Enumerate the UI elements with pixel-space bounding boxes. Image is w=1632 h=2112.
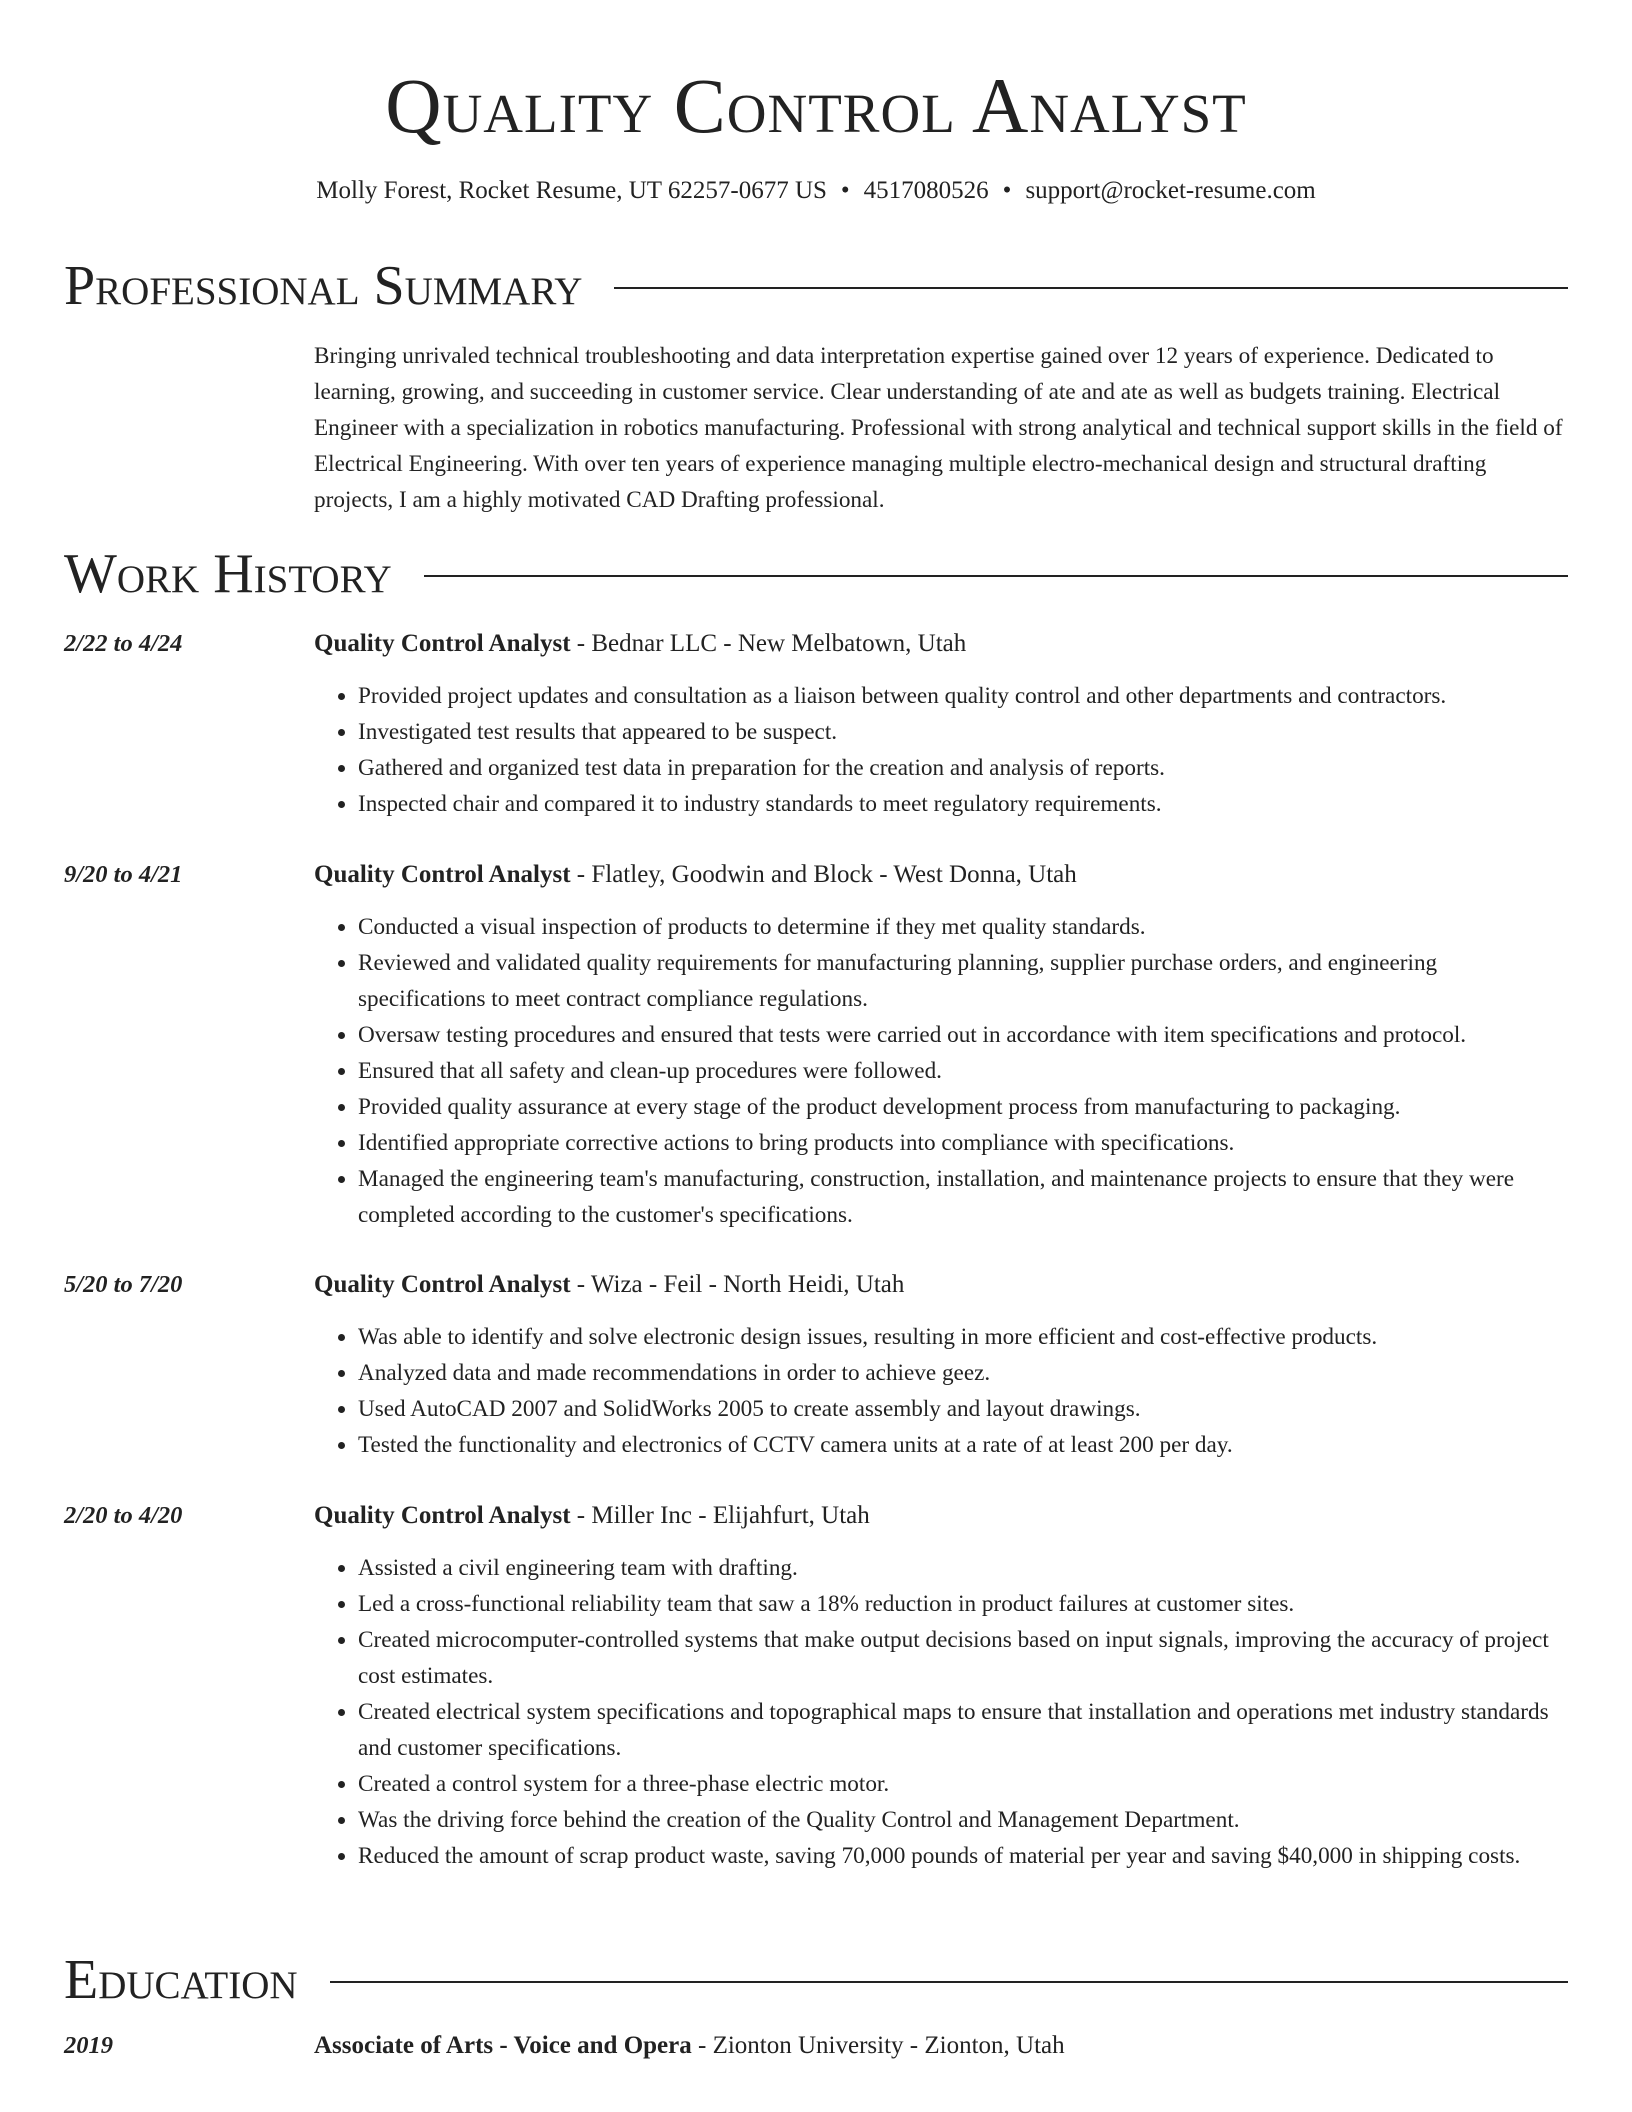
section-divider: [614, 287, 1568, 289]
job-entry: [64, 626, 1568, 822]
contact-address: Molly Forest, Rocket Resume, UT 62257-0677 US: [316, 177, 827, 204]
section-title-work-history: Work History: [64, 543, 392, 605]
education-degree: Associate of Arts - Voice and Opera: [314, 2032, 692, 2059]
section-title-summary: Professional Summary: [64, 255, 583, 317]
job-entry: [64, 857, 1568, 1233]
section-title-education: Education: [64, 1949, 298, 2011]
job-bullet: • Was able to identify and solve electronic design issues, resulting in more efficient and cost-effective products.: [358, 1319, 1568, 1355]
job-bullet: • Tested the functionality and electronics of CCTV camera units at a rate of at least 200 per day.: [358, 1427, 1568, 1463]
job-dates: 2/20 to 4/20: [64, 1502, 183, 1529]
job-bullet: • Gathered and organized test data in preparation for the creation and analysis of reports.: [358, 750, 1568, 786]
job-bullet: • Reduced the amount of scrap product waste, saving 70,000 pounds of material per year and saving $40,000 in shipping costs.: [358, 1838, 1568, 1874]
contact-phone: 4517080526: [863, 177, 989, 204]
job-heading: [314, 1498, 1568, 1534]
section-divider: [330, 1981, 1568, 1983]
job-bullet: • Managed the engineering team's manufacturing, construction, installation, and maintenance projects to ensure that they were completed according to the customer's specifications.: [358, 1161, 1568, 1233]
job-bullet: • Oversaw testing procedures and ensured that tests were carried out in accordance with item specifications and protocol.: [358, 1017, 1568, 1053]
job-employer: - Bednar LLC - New Melbatown, Utah: [570, 630, 967, 657]
section-divider: [424, 575, 1568, 577]
job-dates: 2/22 to 4/24: [64, 630, 183, 657]
job-bullets: [314, 1319, 1568, 1463]
education-school: - Zionton University - Zionton, Utah: [691, 2032, 1065, 2059]
job-employer: - Miller Inc - Elijahfurt, Utah: [570, 1502, 870, 1529]
education-heading: [314, 2028, 1568, 2064]
job-heading: [314, 1267, 1568, 1303]
job-bullet: • Ensured that all safety and clean-up procedures were followed.: [358, 1053, 1568, 1089]
job-bullet: • Was the driving force behind the creation of the Quality Control and Management Department.: [358, 1802, 1568, 1838]
job-bullet: • Created electrical system specifications and topographical maps to ensure that installation and operations met industry standards and customer specifications.: [358, 1694, 1568, 1766]
job-dates: 5/20 to 7/20: [64, 1271, 183, 1298]
job-bullet: • Provided quality assurance at every stage of the product development process from manufacturing to packaging.: [358, 1089, 1568, 1125]
section-header-education: [64, 1950, 1568, 2010]
page-title: Quality Control Analyst: [385, 62, 1247, 149]
job-bullet: • Inspected chair and compared it to industry standards to meet regulatory requirements.: [358, 786, 1568, 822]
job-bullet: • Created microcomputer-controlled systems that make output decisions based on input signals, improving the accuracy of project cost estimates.: [358, 1622, 1568, 1694]
job-employer: - Wiza - Feil - North Heidi, Utah: [570, 1271, 905, 1298]
job-bullet: • Investigated test results that appeared to be suspect.: [358, 714, 1568, 750]
job-bullet: • Conducted a visual inspection of products to determine if they met quality standards.: [358, 909, 1568, 945]
job-title: Quality Control Analyst: [314, 861, 571, 888]
contact-line: [0, 176, 1632, 206]
job-bullet: • Assisted a civil engineering team with drafting.: [358, 1550, 1568, 1586]
job-title: Quality Control Analyst: [314, 1502, 571, 1529]
education-entry: [64, 2028, 1568, 2064]
job-bullets: [314, 678, 1568, 822]
job-entry: [64, 1498, 1568, 1874]
job-bullet: • Identified appropriate corrective actions to bring products into compliance with specifications.: [358, 1125, 1568, 1161]
education-year: 2019: [64, 2032, 113, 2059]
job-bullet: • Used AutoCAD 2007 and SolidWorks 2005 to create assembly and layout drawings.: [358, 1391, 1568, 1427]
job-bullet: • Analyzed data and made recommendations in order to achieve geez.: [358, 1355, 1568, 1391]
job-bullet: • Led a cross-functional reliability team that saw a 18% reduction in product failures at customer sites.: [358, 1586, 1568, 1622]
job-bullet: • Created a control system for a three-phase electric motor.: [358, 1766, 1568, 1802]
job-employer: - Flatley, Goodwin and Block - West Donna, Utah: [570, 861, 1077, 888]
summary-text: Bringing unrivaled technical troubleshooting and data interpretation expertise gained over 12 years of experience. Dedicated to learning, growing, and succeeding in customer service. Clear understanding of ate and ate as well as budgets training. Electrical Engineer with a specialization in robotics manufacturing. Professional with strong analytical and technical support skills in the field of Electrical Engineering. With over ten years of experience managing multiple electro-mechanical design and structural drafting projects, I am a highly motivated CAD Drafting professional.: [314, 343, 1563, 513]
contact-email: support@rocket-resume.com: [1025, 177, 1316, 204]
section-header-summary: [64, 256, 1568, 316]
job-bullet: • Reviewed and validated quality requirements for manufacturing planning, supplier purchase orders, and engineering specifications to meet contract compliance regulations.: [358, 945, 1568, 1017]
job-bullets: [314, 1550, 1568, 1874]
job-title: Quality Control Analyst: [314, 630, 571, 657]
contact-separator: •: [840, 177, 850, 204]
contact-separator: •: [1002, 177, 1012, 204]
job-heading: [314, 626, 1568, 662]
job-bullets: [314, 909, 1568, 1233]
job-title: Quality Control Analyst: [314, 1271, 571, 1298]
job-entry: [64, 1267, 1568, 1463]
job-heading: [314, 857, 1568, 893]
section-header-work-history: [64, 544, 1568, 604]
job-dates: 9/20 to 4/21: [64, 861, 183, 888]
job-bullet: • Provided project updates and consultation as a liaison between quality control and other departments and contractors.: [358, 678, 1568, 714]
